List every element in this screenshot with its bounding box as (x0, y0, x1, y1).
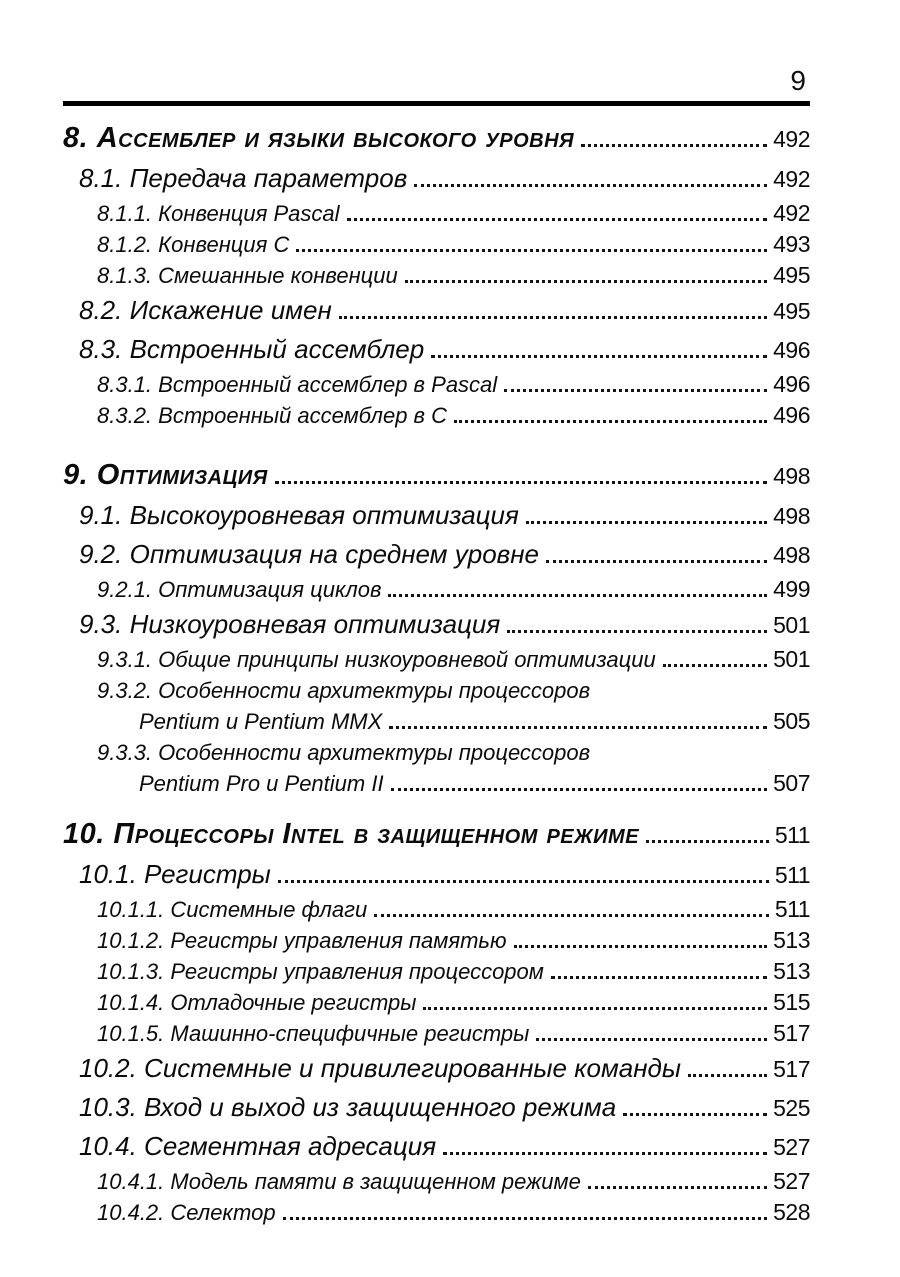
toc-entry-8-1 (63, 159, 810, 198)
toc-entry-9-3-3-cont (63, 768, 810, 799)
toc-entry-page: 495 (773, 298, 810, 324)
toc-entry-text: 9.1. Высокоуровневая оптимизация (79, 500, 519, 530)
toc-entry-text: 8.3. Встроенный ассемблер (79, 334, 425, 364)
toc-entry-page: 517 (773, 1056, 810, 1082)
toc-entry-text: 10.2. Системные и привилегированные команды (79, 1053, 682, 1083)
toc-entry-text: 10.4.1. Модель памяти в защищенном режиме (97, 1169, 581, 1194)
toc-leader-dots (405, 280, 767, 283)
toc-entry-page: 492 (773, 166, 810, 192)
toc-entry-8-1-1 (63, 198, 810, 229)
toc-leader-dots (536, 1038, 767, 1041)
toc-entry-page: 513 (773, 927, 810, 953)
toc-leader-dots (431, 355, 767, 358)
toc-entry-text: 8.3.1. Встроенный ассемблер в Pascal (97, 372, 498, 397)
toc-entry-10-3 (63, 1088, 810, 1127)
toc-entry-text: 10.1.5. Машинно-специфичные регистры (97, 1021, 530, 1046)
toc-entry-text: 8.1.1. Конвенция Pascal (97, 201, 340, 226)
toc-leader-dots (374, 914, 769, 917)
toc-entry-10-4-1 (63, 1166, 810, 1197)
toc-entry-9-3-2 (63, 675, 810, 706)
toc-entry-text: 10. Процессоры Intel в защищенном режиме (63, 818, 640, 850)
toc-entry-9-2 (63, 535, 810, 574)
toc-leader-dots (388, 594, 767, 597)
toc-entry-10-1-4 (63, 987, 810, 1018)
toc-entry-page: 511 (774, 862, 810, 888)
toc-leader-dots (443, 1152, 767, 1155)
toc-entry-page: 496 (773, 371, 810, 397)
toc-entry-page: 496 (773, 402, 810, 428)
toc-entry-page: 501 (773, 646, 810, 672)
toc-entry-ch10 (63, 814, 810, 855)
toc-entry-text: 10.3. Вход и выход из защищенного режима (79, 1092, 617, 1122)
toc-entry-ch8 (63, 118, 810, 159)
toc-entry-page: 492 (773, 126, 810, 152)
toc-entry-text: 8.1.3. Смешанные конвенции (97, 263, 398, 288)
toc-entry-text: 8.2. Искажение имен (79, 295, 332, 325)
toc-entry-9-3-2-cont (63, 706, 810, 737)
toc-entry-page: 493 (773, 231, 810, 257)
toc-entry-page: 527 (773, 1168, 810, 1194)
toc-entry-page: 495 (773, 262, 810, 288)
toc-leader-dots (423, 1007, 767, 1010)
toc-entry-text: 10.1.1. Системные флаги (97, 897, 368, 922)
toc-leader-dots (275, 481, 767, 484)
header-rule (63, 101, 810, 106)
toc-entry-text: 10.4.2. Селектор (97, 1200, 276, 1225)
toc-entry-page: 528 (773, 1199, 810, 1225)
toc-entry-10-1-1 (63, 894, 810, 925)
toc-entry-page: 515 (773, 989, 810, 1015)
toc-entry-10-2 (63, 1049, 810, 1088)
toc-leader-dots (504, 389, 767, 392)
toc-entry-text: 9.3. Низкоуровневая оптимизация (79, 609, 501, 639)
toc-entry-9-3-3 (63, 737, 810, 768)
toc-entry-text: 10.1.3. Регистры управления процессором (97, 959, 544, 984)
toc-entry-text: 9.3.2. Особенности архитектуры процессоров (97, 678, 591, 703)
toc-entry-8-3-2 (63, 400, 810, 431)
toc-entry-page: 505 (773, 708, 810, 734)
toc-leader-dots (623, 1113, 767, 1116)
toc-entry-text: 9.2.1. Оптимизация циклов (97, 577, 382, 602)
toc-leader-dots (507, 630, 767, 633)
toc-entry-8-2 (63, 291, 810, 330)
toc-entry-page: 498 (773, 503, 810, 529)
toc-entry-text: 8. Ассемблер и языки высокого уровня (63, 122, 575, 154)
toc-leader-dots (389, 726, 767, 729)
toc-leader-dots (339, 316, 767, 319)
toc-leader-dots (551, 976, 767, 979)
toc-entry-page: 511 (774, 896, 810, 922)
toc-leader-dots (688, 1074, 767, 1077)
toc-leader-dots (514, 945, 768, 948)
toc-entry-page: 517 (773, 1020, 810, 1046)
toc-entry-10-1 (63, 855, 810, 894)
toc-leader-dots (278, 880, 769, 883)
table-of-contents (63, 118, 810, 1228)
toc-entry-page: 511 (774, 822, 810, 848)
toc-entry-text: Pentium Pro и Pentium II (139, 771, 384, 796)
toc-entry-text: 8.1.2. Конвенция C (97, 232, 290, 257)
toc-entry-page: 492 (773, 200, 810, 226)
toc-leader-dots (454, 420, 767, 423)
toc-entry-text: 9. Оптимизация (63, 459, 268, 491)
toc-entry-text: 9.3.3. Особенности архитектуры процессоров (97, 740, 591, 765)
toc-entry-ch9 (63, 455, 810, 496)
toc-entry-text: 10.4. Сегментная адресация (79, 1131, 437, 1161)
toc-leader-dots (581, 144, 767, 147)
toc-entry-page: 525 (773, 1095, 810, 1121)
toc-leader-dots (347, 218, 768, 221)
toc-entry-text: 10.1.2. Регистры управления памятью (97, 928, 507, 953)
toc-entry-9-1 (63, 496, 810, 535)
toc-entry-text: 8.3.2. Встроенный ассемблер в C (97, 403, 448, 428)
toc-entry-text: 8.1. Передача параметров (79, 163, 408, 193)
toc-entry-page: 527 (773, 1134, 810, 1160)
toc-leader-dots (296, 249, 767, 252)
toc-entry-text: Pentium и Pentium MMX (139, 709, 383, 734)
toc-entry-text: 9.3.1. Общие принципы низкоуровневой оптимизации (97, 647, 656, 672)
toc-entry-9-3 (63, 605, 810, 644)
toc-entry-page: 498 (773, 463, 810, 489)
toc-entry-9-3-1 (63, 644, 810, 675)
toc-entry-8-3 (63, 330, 810, 369)
toc-entry-8-3-1 (63, 369, 810, 400)
toc-leader-dots (663, 664, 767, 667)
toc-entry-10-4-2 (63, 1197, 810, 1228)
toc-entry-page: 499 (773, 576, 810, 602)
toc-entry-page: 501 (773, 612, 810, 638)
toc-leader-dots (546, 560, 767, 563)
toc-entry-page: 498 (773, 542, 810, 568)
toc-leader-dots (646, 840, 769, 843)
toc-entry-8-1-2 (63, 229, 810, 260)
toc-entry-10-1-2 (63, 925, 810, 956)
toc-entry-10-1-3 (63, 956, 810, 987)
toc-entry-page: 507 (773, 770, 810, 796)
toc-entry-page: 496 (773, 337, 810, 363)
toc-entry-8-1-3 (63, 260, 810, 291)
toc-leader-dots (391, 788, 768, 791)
toc-leader-dots (526, 521, 767, 524)
toc-leader-dots (588, 1186, 767, 1189)
toc-entry-10-4 (63, 1127, 810, 1166)
toc-entry-9-2-1 (63, 574, 810, 605)
toc-entry-text: 9.2. Оптимизация на среднем уровне (79, 539, 539, 569)
toc-entry-text: 10.1.4. Отладочные регистры (97, 990, 417, 1015)
page-number: 9 (790, 65, 806, 96)
toc-entry-text: 10.1. Регистры (79, 859, 271, 889)
toc-leader-dots (414, 184, 767, 187)
toc-entry-page: 513 (773, 958, 810, 984)
toc-entry-10-1-5 (63, 1018, 810, 1049)
toc-leader-dots (283, 1217, 768, 1220)
